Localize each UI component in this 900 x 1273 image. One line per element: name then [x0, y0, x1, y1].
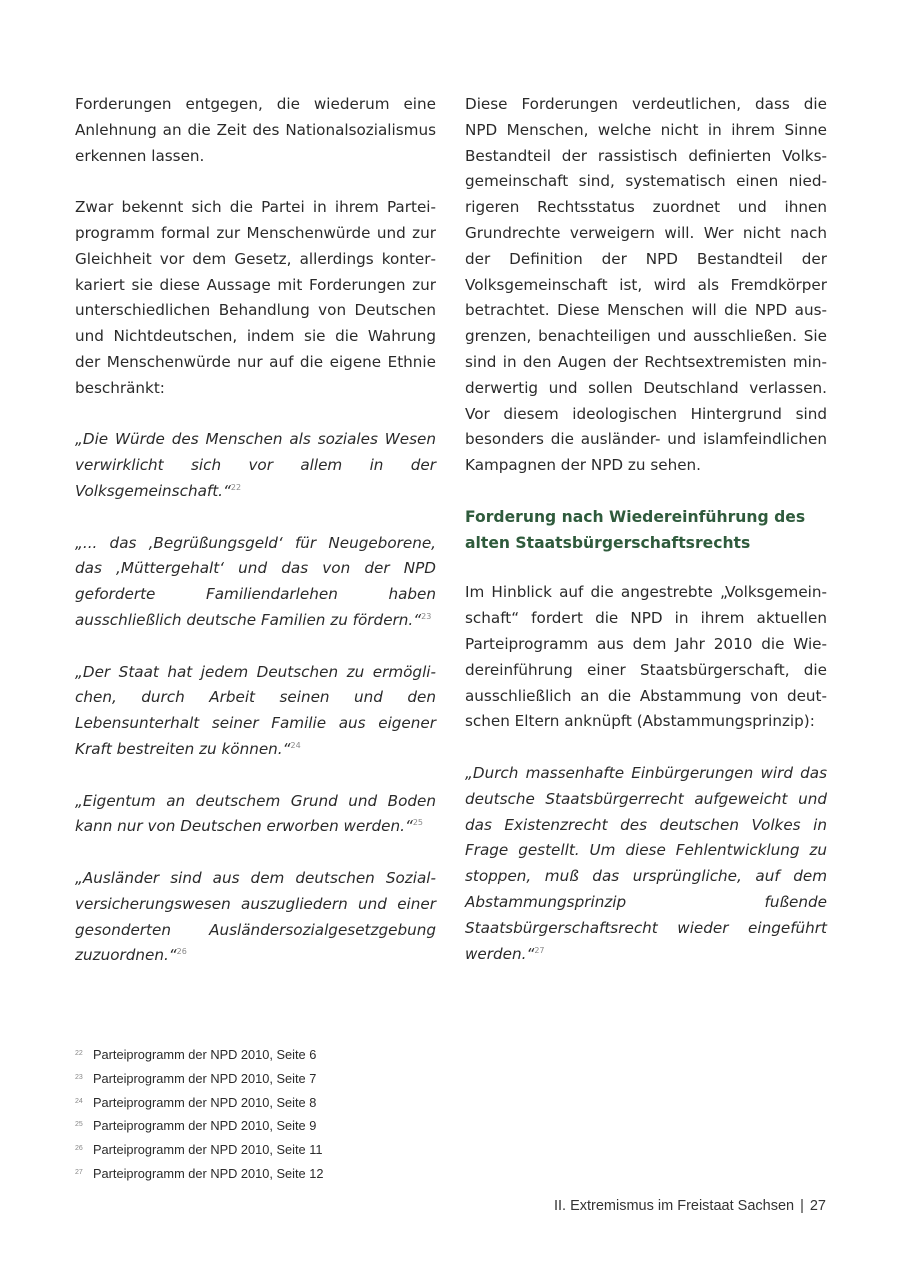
quote-text: „Der Staat hat jedem Deutschen zu ermöglichen, durch Arbeit seinen und den Lebensunterhalt seiner Familie aus eigener Kraft bestreiten zu können.“: [75, 662, 436, 758]
footnote-text: Parteiprogramm der NPD 2010, Seite 9: [93, 1118, 317, 1134]
quote: [75, 531, 436, 634]
running-title: II. Extremismus im Freistaat Sachsen: [553, 1198, 795, 1214]
footnote: [75, 1045, 323, 1069]
quote-text: „... das ‚Begrüßungsgeld‘ für Neugeborene, das ‚Müttergehalt‘ und das von der NPD geforderte Familiendarlehen haben ausschließlich deutsche Familien zu fördern.“: [75, 533, 436, 629]
footnote: [75, 1093, 323, 1117]
footnote-ref[interactable]: 23: [421, 611, 432, 621]
footnotes: [75, 1045, 323, 1188]
footnote: [75, 1069, 323, 1093]
footnote: [75, 1164, 323, 1188]
quote-text: „Ausländer sind aus dem deutschen Sozialversicherungswesen auszugliedern und einer gesonderten Ausländersozialgesetzgebung zuzuordnen.“: [75, 868, 436, 965]
footnote-number: 25: [75, 1121, 83, 1129]
footnote-number: 27: [75, 1168, 83, 1176]
footnote-number: 23: [75, 1073, 83, 1081]
footnote-text: Parteiprogramm der NPD 2010, Seite 12: [93, 1165, 324, 1181]
paragraph: Zwar bekennt sich die Partei in ihrem Parteiprogramm formal zur Menschenwürde und zur Gleichheit vor dem Gesetz, allerdings konterkariert sie diese Aussage mit Forderungen zur unterschiedlichen Behandlung von Deutschen und Nichtdeutschen, indem sie die Wahrung der Menschenwürde nur auf die eigene Ethnie beschränkt:: [75, 198, 436, 397]
footnote: [75, 1140, 323, 1164]
quote-text: „Die Würde des Menschen als soziales Wesen verwirklicht sich vor allem in der Volksgemeinschaft.“: [75, 430, 436, 500]
quote: [75, 427, 436, 504]
page-footer: [554, 1198, 826, 1214]
footnote-ref[interactable]: 24: [290, 740, 301, 750]
footnote-ref[interactable]: 22: [230, 482, 242, 492]
footnote: [75, 1116, 323, 1140]
footer-separator: |: [800, 1198, 804, 1214]
left-column: [75, 92, 436, 995]
paragraph: Diese Forderungen verdeutlichen, dass die NPD Menschen, welche nicht in ihrem Sinne Bestandteil der rassistisch definierten Volksgemeinschaft sind, systematisch einen niedrigeren Rechtsstatus zuordnet und ihnen Grundrechte verweigern will. Wer nicht nach der Definition der NPD Bestandteil der Volksgemeinschaft ist, wird als Fremdkörper betrachtet. Diese Menschen will die NPD ausgrenzen, benachteiligen und ausschließen. Sie sind in den Augen der Rechtsextremisten minderwertig und sollen Deutschland verlassen. Vor diesem ideologischen Hintergrund sind besonders die ausländer- und islamfeindlichen Kampagnen der NPD zu sehen.: [465, 95, 827, 475]
footnote-ref[interactable]: 26: [176, 947, 187, 957]
paragraph: Forderungen entgegen, die wiederum eine Anlehnung an die Zeit des Nationalsozialismus erkennen lassen.: [75, 95, 436, 165]
footnote-ref[interactable]: 27: [534, 945, 545, 955]
footnote-number: 24: [75, 1097, 83, 1105]
footnote-number: 22: [75, 1050, 83, 1057]
quote: [75, 789, 436, 841]
footnote-number: 26: [75, 1145, 83, 1153]
quote: [465, 761, 827, 967]
footnote-text: Parteiprogramm der NPD 2010, Seite 11: [93, 1142, 323, 1158]
quote: [75, 660, 436, 763]
footnote-text: Parteiprogramm der NPD 2010, Seite 7: [93, 1070, 317, 1086]
section-heading: Forderung nach Wiedereinführung des alten Staatsbürgerschaftsrechts: [465, 507, 806, 552]
right-column: [465, 92, 827, 993]
footnote-text: Parteiprogramm der NPD 2010, Seite 8: [93, 1094, 317, 1110]
quote-text: „Eigentum an deutschem Grund und Boden kann nur von Deutschen erworben werden.“: [75, 791, 436, 836]
page-number: 27: [809, 1198, 826, 1214]
footnote-ref[interactable]: 25: [412, 818, 424, 828]
footnote-text: Parteiprogramm der NPD 2010, Seite 6: [93, 1047, 317, 1062]
quote-text: „Durch massenhafte Einbürgerungen wird das deutsche Staatsbürgerrecht aufgeweicht und das Existenzrecht des deutschen Volkes in Frage gestellt. Um diese Fehlentwicklung zu stoppen, muß das ursprüngliche, auf dem Abstammungsprinzip fußende Staatsbürgerschaftsrecht wieder eingeführt werden.“: [465, 763, 827, 963]
quote: [75, 866, 436, 969]
paragraph: Im Hinblick auf die angestrebte „Volksgemeinschaft“ fordert die NPD in ihrem aktuellen Parteiprogramm aus dem Jahr 2010 die Wiedereinführung einer Staatsbürgerschaft, die ausschließlich an die Abstammung von deutschen Eltern anknüpft (Abstammungsprinzip):: [465, 583, 827, 731]
